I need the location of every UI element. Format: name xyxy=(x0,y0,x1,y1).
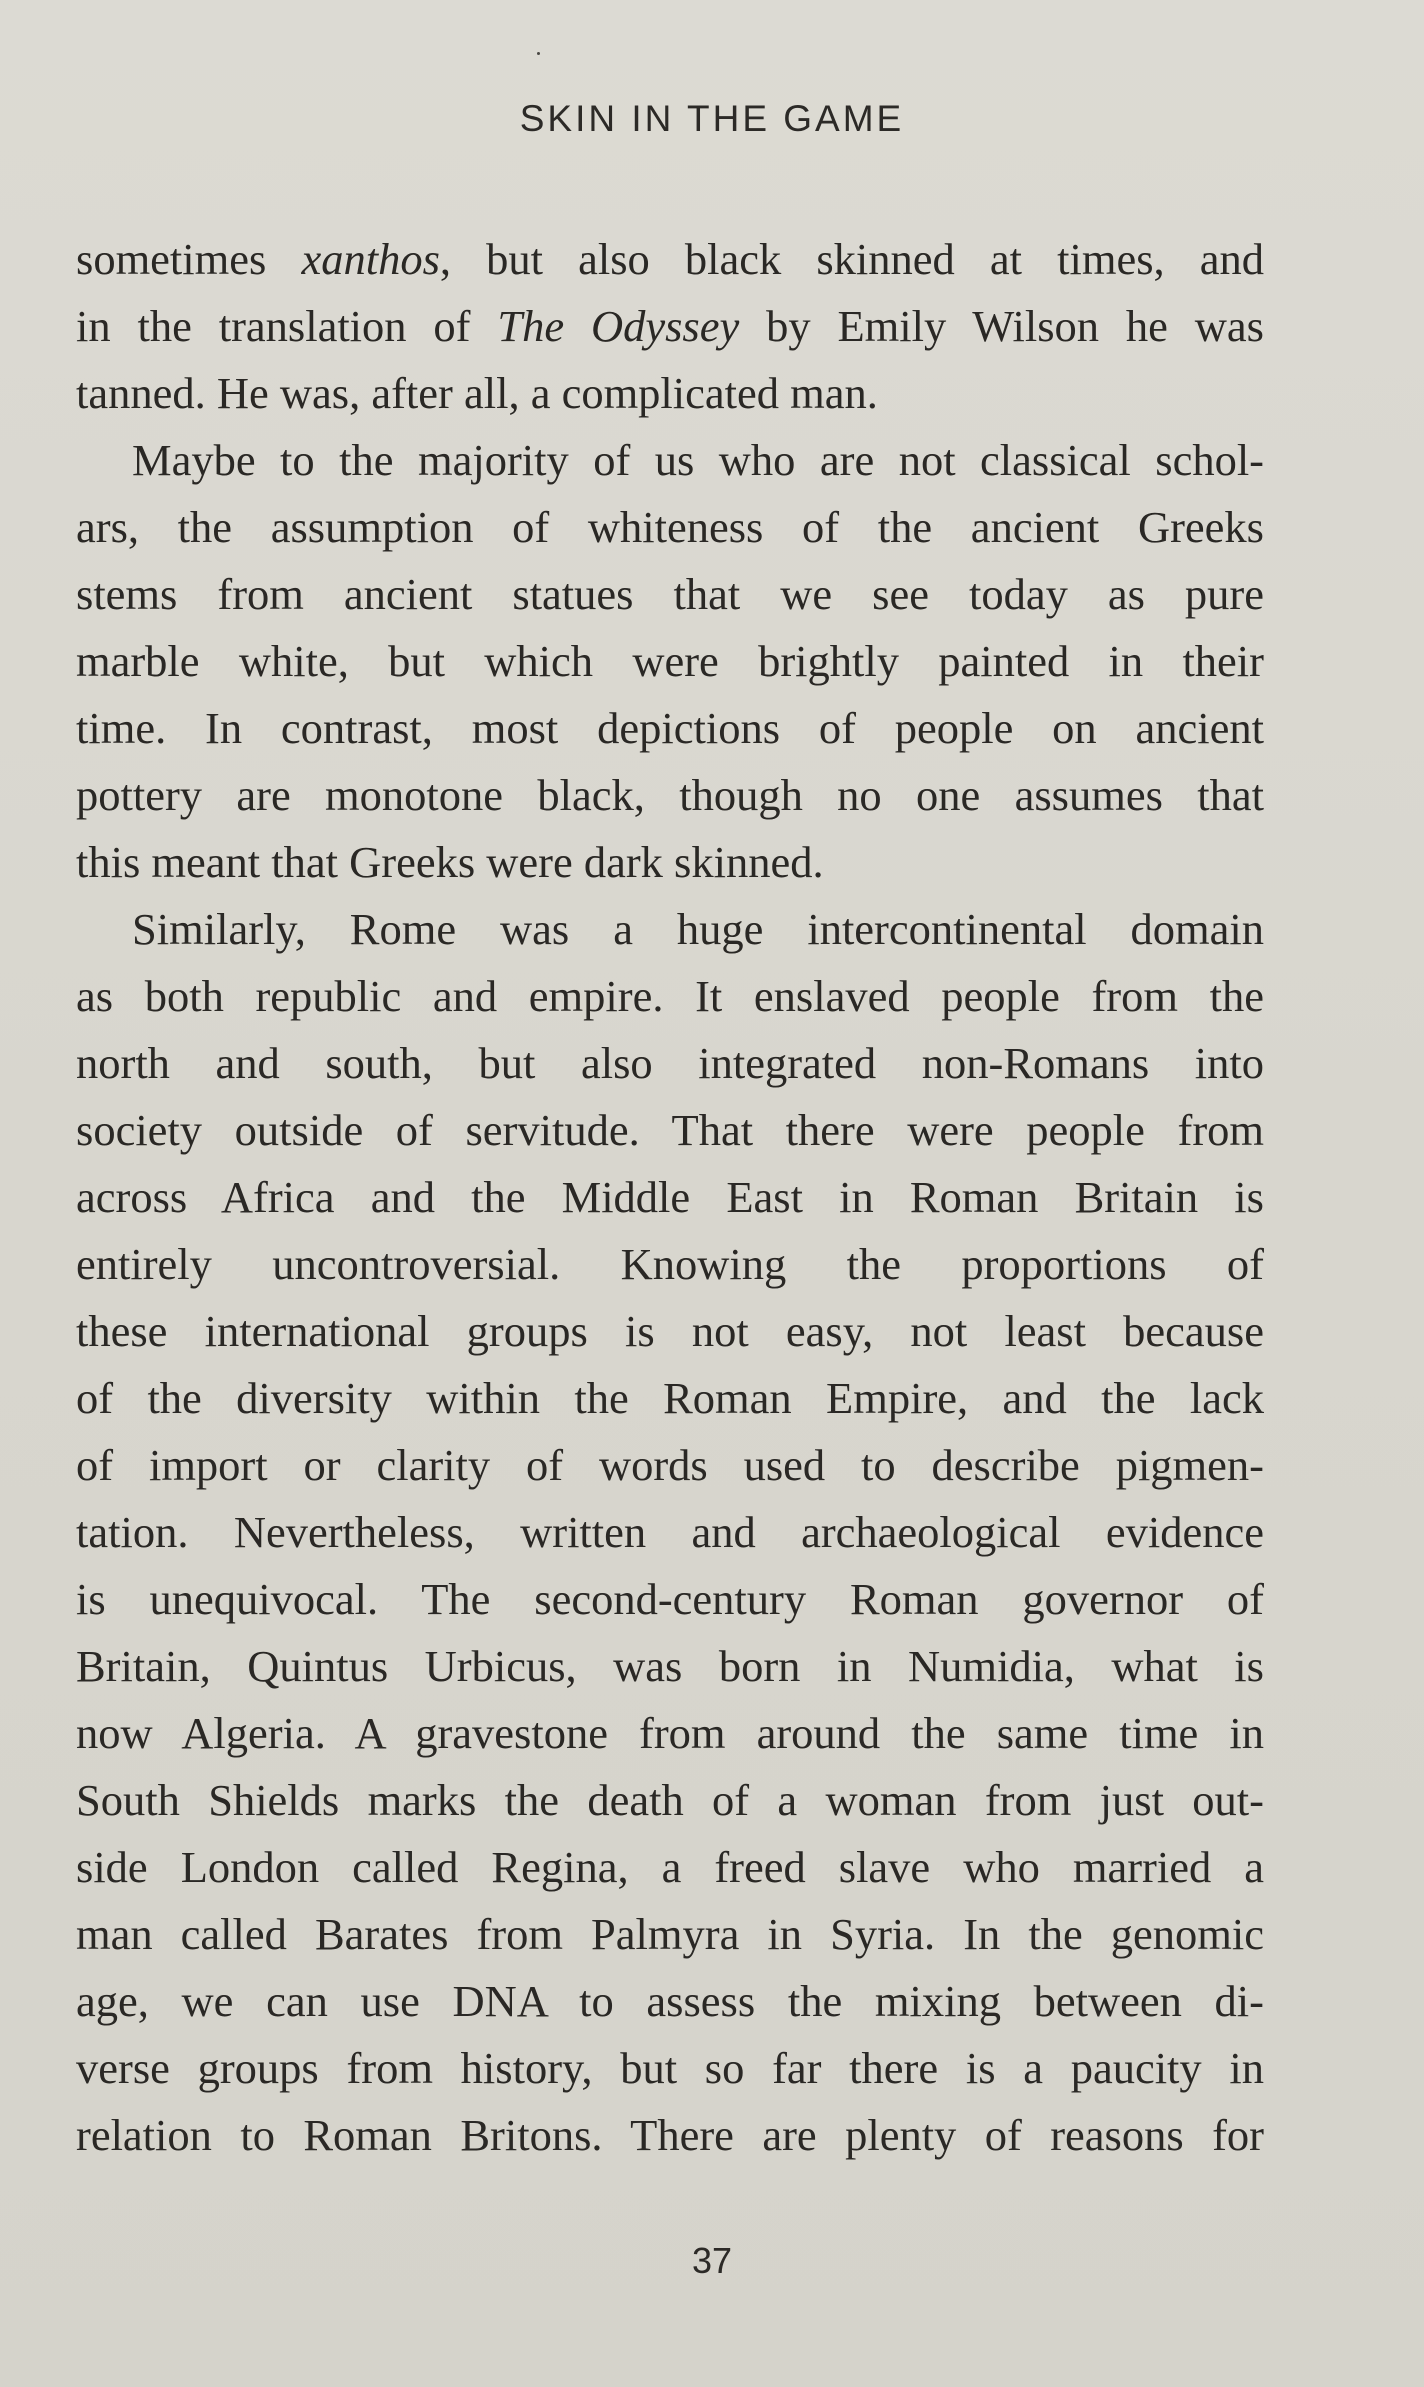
text-run: now Algeria. A gravestone from around the same time in xyxy=(76,1708,1264,1758)
body-text xyxy=(76,226,1264,2169)
text-run: entirely uncontroversial. Knowing the proportions of xyxy=(76,1239,1264,1289)
page-number: 37 xyxy=(691,2240,733,2281)
text-line xyxy=(76,226,1264,293)
text-run: sometimes xyxy=(76,234,302,284)
text-run: side London called Regina, a freed slave who married a xyxy=(76,1842,1264,1892)
text-line xyxy=(76,1499,1264,1566)
italic-title: The Odyssey xyxy=(497,301,740,351)
text-line xyxy=(76,829,1264,896)
text-line xyxy=(76,695,1264,762)
text-line xyxy=(76,1164,1264,1231)
text-run: as both republic and empire. It enslaved people from the xyxy=(76,971,1264,1021)
text-line xyxy=(76,762,1264,829)
text-run: tanned. He was, after all, a complicated man. xyxy=(76,368,878,418)
text-run: time. In contrast, most depictions of people on ancient xyxy=(76,703,1264,753)
text-line xyxy=(76,1901,1264,1968)
text-line xyxy=(76,1432,1264,1499)
text-line xyxy=(76,1365,1264,1432)
text-line xyxy=(76,1231,1264,1298)
text-run: age, we can use DNA to assess the mixing between di- xyxy=(76,1976,1264,2026)
italic-title: xanthos xyxy=(301,234,440,284)
text-run: Maybe to the majority of us who are not classical schol- xyxy=(132,435,1264,485)
text-run: pottery are monotone black, though no one assumes that xyxy=(76,770,1264,820)
text-run: across Africa and the Middle East in Roman Britain is xyxy=(76,1172,1264,1222)
text-line xyxy=(76,1566,1264,1633)
text-line xyxy=(76,494,1264,561)
text-line xyxy=(76,963,1264,1030)
text-line xyxy=(76,1968,1264,2035)
text-run: of the diversity within the Roman Empire, and the lack xyxy=(76,1373,1264,1423)
text-line xyxy=(76,2035,1264,2102)
text-line xyxy=(76,427,1264,494)
text-line xyxy=(76,360,1264,427)
text-run: Britain, Quintus Urbicus, was born in Numidia, what is xyxy=(76,1641,1264,1691)
text-line xyxy=(76,1633,1264,1700)
text-run: marble white, but which were brightly painted in their xyxy=(76,636,1264,686)
text-line xyxy=(76,2102,1264,2169)
text-run: by Emily Wilson he was xyxy=(739,301,1264,351)
text-line xyxy=(76,1834,1264,1901)
text-run: in the translation of xyxy=(76,301,498,351)
text-run: these international groups is not easy, not least because xyxy=(76,1306,1264,1356)
text-line xyxy=(76,628,1264,695)
print-speck xyxy=(537,52,540,55)
text-line xyxy=(76,1767,1264,1834)
text-line xyxy=(76,1097,1264,1164)
text-run: relation to Roman Britons. There are plenty of reasons for xyxy=(76,2110,1264,2160)
text-run: man called Barates from Palmyra in Syria. In the genomic xyxy=(76,1909,1264,1959)
text-run: of import or clarity of words used to describe pigmen- xyxy=(76,1440,1264,1490)
text-run: this meant that Greeks were dark skinned. xyxy=(76,837,824,887)
text-run: tation. Nevertheless, written and archaeological evidence xyxy=(76,1507,1264,1557)
text-run: stems from ancient statues that we see today as pure xyxy=(76,569,1264,619)
running-head: SKIN IN THE GAME xyxy=(519,98,905,139)
text-run: society outside of servitude. That there were people from xyxy=(76,1105,1264,1155)
text-run: is unequivocal. The second-century Roman governor of xyxy=(76,1574,1264,1624)
text-run: verse groups from history, but so far there is a paucity in xyxy=(76,2043,1264,2093)
text-run: north and south, but also integrated non-Romans into xyxy=(76,1038,1264,1088)
text-line xyxy=(76,1700,1264,1767)
text-line xyxy=(76,293,1264,360)
text-run: Similarly, Rome was a huge intercontinental domain xyxy=(132,904,1264,954)
text-run: ars, the assumption of whiteness of the ancient Greeks xyxy=(76,502,1264,552)
text-run: , but also black skinned at times, and xyxy=(439,234,1264,284)
text-line xyxy=(76,1030,1264,1097)
text-line xyxy=(76,1298,1264,1365)
text-line xyxy=(76,896,1264,963)
text-line xyxy=(76,561,1264,628)
text-run: South Shields marks the death of a woman from just out- xyxy=(76,1775,1264,1825)
